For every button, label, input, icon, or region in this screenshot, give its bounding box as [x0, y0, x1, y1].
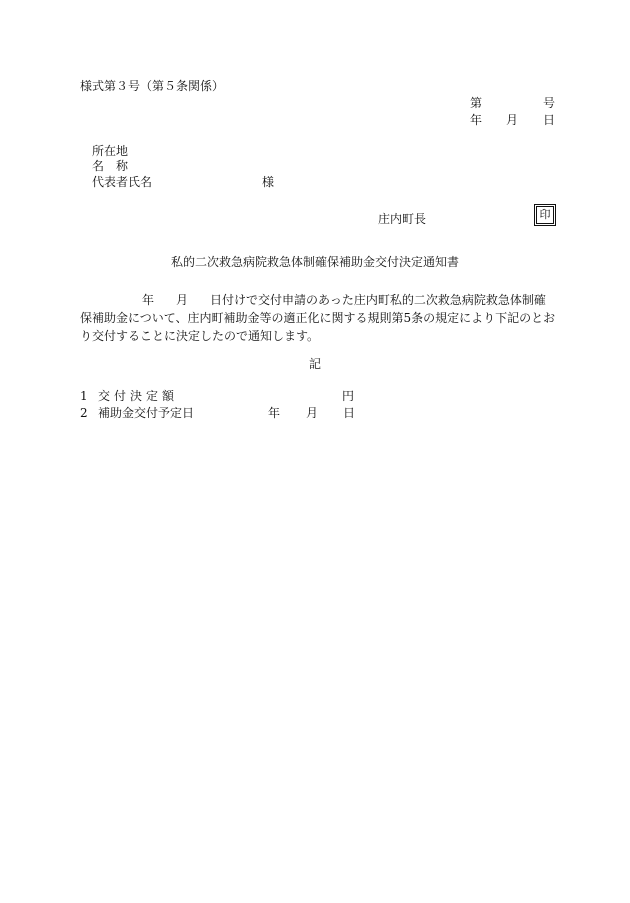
item-1-label-char: 額	[162, 389, 175, 403]
recipient-address-label: 所在地	[92, 144, 129, 158]
item-1-number: 1	[80, 389, 88, 403]
item-1-label-char: 付	[114, 389, 127, 403]
form-number: 様式第３号（第５条関係）	[80, 79, 225, 93]
item-2-day: 日	[343, 406, 356, 420]
recipient-name-label-char-2: 称	[116, 159, 129, 173]
item-1-label-char: 交	[98, 389, 111, 403]
body-line-3: り交付することに決定したので通知します。	[80, 329, 320, 343]
issue-date-month: 月	[506, 113, 519, 127]
item-1-label-char: 決	[130, 389, 143, 403]
body-month: 月	[176, 293, 189, 307]
document-title: 私的二次救急病院救急体制確保補助金交付決定通知書	[170, 255, 459, 269]
issue-date-day: 日	[543, 113, 556, 127]
body-line-1	[80, 291, 550, 309]
body-year: 年	[142, 293, 155, 307]
recipient-name-label-char-1: 名	[92, 159, 105, 173]
item-2-month: 月	[306, 406, 319, 420]
item-1-unit: 円	[342, 389, 355, 403]
recipient-name-label	[92, 158, 128, 174]
item-2-year: 年	[268, 406, 281, 420]
issue-date-year: 年	[470, 113, 483, 127]
body-line-2: 保補助金について、庄内町補助金等の適正化に関する規則第5条の規定により下記のとお	[80, 311, 556, 325]
item-1-label	[98, 388, 178, 404]
honorific: 様	[262, 175, 275, 189]
ki-heading: 記	[308, 357, 321, 371]
reference-number-suffix: 号	[543, 96, 556, 110]
issuer-title: 庄内町長	[378, 212, 427, 226]
item-2-number: 2	[80, 406, 88, 420]
seal-mark: 印	[536, 206, 554, 224]
item-2-label: 補助金交付予定日	[98, 406, 195, 420]
reference-number-prefix: 第	[470, 96, 483, 110]
body-line-1-text: 日付けで交付申請のあった庄内町私的二次救急病院救急体制確	[210, 293, 546, 307]
representative-name-label: 代表者氏名	[92, 175, 153, 189]
item-1-label-char: 定	[146, 389, 159, 403]
body-paragraph	[80, 291, 556, 345]
